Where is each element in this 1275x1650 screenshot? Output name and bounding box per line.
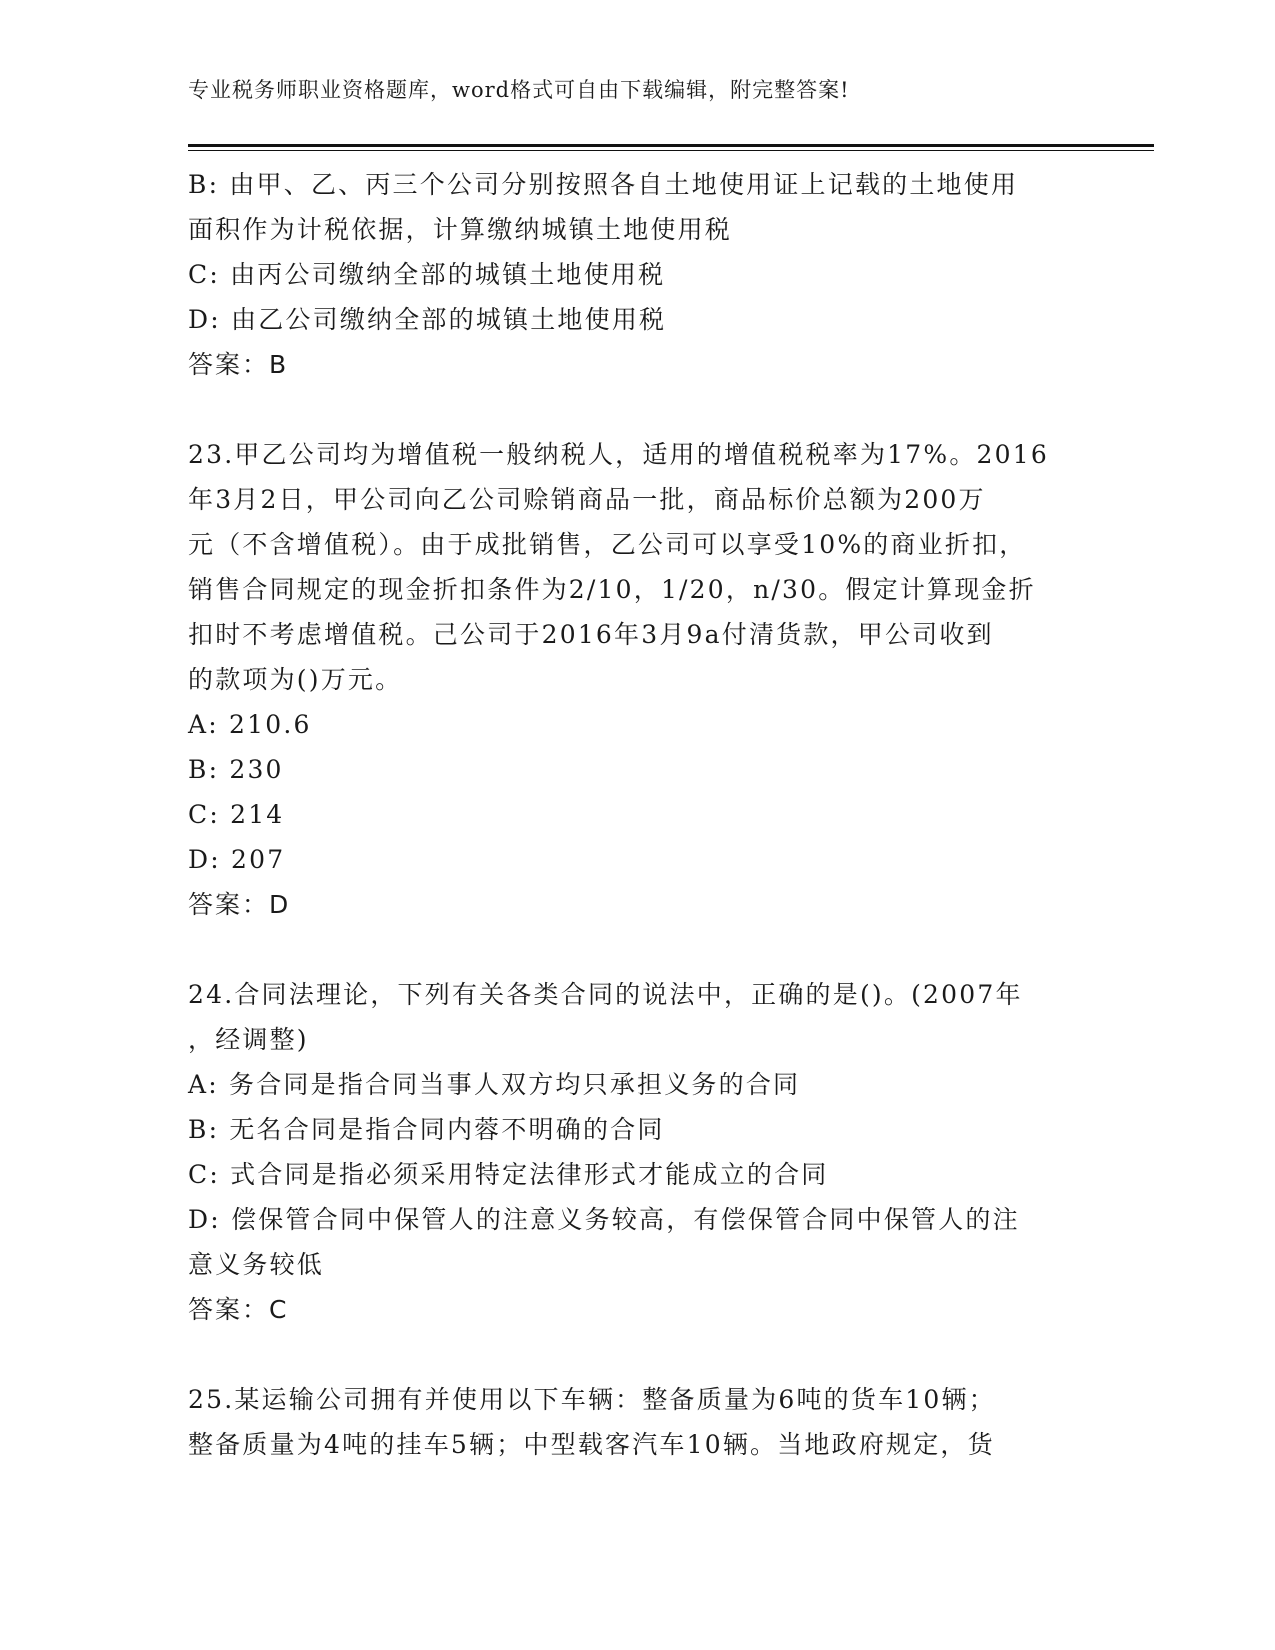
q23-stem-line3: 元（不含增值税）。由于成批销售，乙公司可以享受10%的商业折扣， <box>188 530 1027 559</box>
q25-stem-line2: 整备质量为4吨的挂车5辆；中型载客汽车10辆。当地政府规定，货 <box>188 1430 995 1459</box>
q24-option-c: C: 式合同是指必须采用特定法律形式才能成立的合同 <box>188 1160 829 1189</box>
q22-option-b-line1: B: 由甲、乙、丙三个公司分别按照各自土地使用证上记载的土地使用 <box>188 170 1019 199</box>
q24-option-d-line2: 意义务较低 <box>188 1250 325 1279</box>
q22-option-d: D: 由乙公司缴纳全部的城镇土地使用税 <box>188 305 667 334</box>
q24-option-a: A: 务合同是指合同当事人双方均只承担义务的合同 <box>188 1070 801 1099</box>
q23-stem-line6: 的款项为()万元。 <box>188 665 403 694</box>
q24-stem-line2: ，经调整) <box>188 1025 309 1054</box>
q24-option-b: B: 无名合同是指合同内蓉不明确的合同 <box>188 1115 665 1144</box>
q24-option-d-line1: D: 偿保管合同中保管人的注意义务较高，有偿保管合同中保管人的注 <box>188 1205 1020 1234</box>
q24-answer: 答案：C <box>188 1295 289 1324</box>
header-rule-thick <box>188 144 1154 147</box>
q23-stem-line1: 23.甲乙公司均为增值税一般纳税人，适用的增值税税率为17%。2016 <box>188 440 1049 469</box>
spacer <box>188 927 1068 972</box>
q23-stem-line4: 销售合同规定的现金折扣条件为2/10，1/20，n/30。假定计算现金折 <box>188 575 1036 604</box>
q23-option-b: B: 230 <box>188 755 284 784</box>
q23-stem-line2: 年3月2日，甲公司向乙公司赊销商品一批，商品标价总额为200万 <box>188 485 986 514</box>
spacer <box>188 387 1068 432</box>
q23-answer: 答案：D <box>188 890 291 919</box>
q23-option-a: A: 210.6 <box>188 710 312 739</box>
header-rule-thin <box>188 150 1154 151</box>
q23-option-d: D: 207 <box>188 845 286 874</box>
q23-option-c: C: 214 <box>188 800 285 829</box>
document-body <box>188 162 1068 1467</box>
spacer <box>188 1332 1068 1377</box>
q22-option-b-line2: 面积作为计税依据，计算缴纳城镇土地使用税 <box>188 215 733 244</box>
q22-answer: 答案：B <box>188 350 289 379</box>
q23-stem-line5: 扣时不考虑增值税。己公司于2016年3月9a付清货款，甲公司收到 <box>188 620 994 649</box>
q24-stem-line1: 24.合同法理论，下列有关各类合同的说法中，正确的是()。(2007年 <box>188 980 1023 1009</box>
q25-stem-line1: 25.某运输公司拥有并使用以下车辆：整备质量为6吨的货车10辆； <box>188 1385 996 1414</box>
q22-option-c: C: 由丙公司缴纳全部的城镇土地使用税 <box>188 260 666 289</box>
page-header: 专业税务师职业资格题库，word格式可自由下载编辑，附完整答案! <box>188 78 850 102</box>
